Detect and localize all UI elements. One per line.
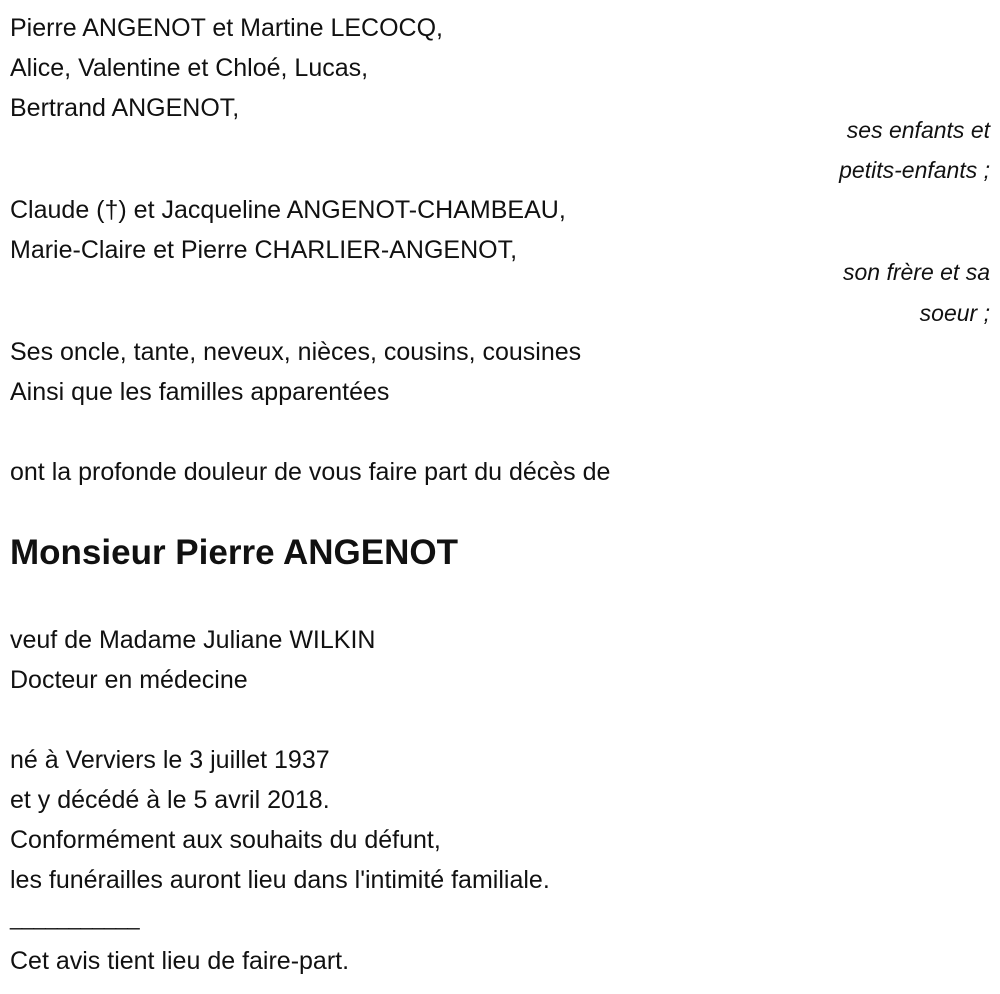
- deceased-name: Monsieur Pierre ANGENOT: [10, 533, 458, 572]
- body-line: Conformément aux souhaits du défunt,: [10, 826, 441, 854]
- footer-note: Cet avis tient lieu de faire-part.: [10, 947, 350, 975]
- family-line: Bertrand ANGENOT,: [10, 94, 240, 122]
- family-line: Alice, Valentine et Chloé, Lucas,: [10, 54, 369, 82]
- siblings-role: soeur ;: [919, 300, 990, 326]
- announcement: ont la profonde douleur de vous faire part du décès de: [10, 458, 611, 486]
- sibling-line: Marie-Claire et Pierre CHARLIER-ANGENOT,: [10, 236, 518, 264]
- sibling-line: Claude (†) et Jacqueline ANGENOT-CHAMBEAU,: [10, 196, 566, 224]
- detail-line: Docteur en médecine: [10, 666, 248, 694]
- family-role: ses enfants et: [846, 117, 990, 143]
- family-role: petits-enfants ;: [839, 157, 990, 183]
- relatives-line: Ainsi que les familles apparentées: [10, 378, 390, 406]
- siblings-role: son frère et sa: [842, 259, 990, 285]
- detail-line: veuf de Madame Juliane WILKIN: [10, 626, 376, 654]
- relatives-line: Ses oncle, tante, neveux, nièces, cousins, cousines: [10, 338, 582, 366]
- body-line: né à Verviers le 3 juillet 1937: [10, 746, 330, 774]
- family-line: Pierre ANGENOT et Martine LECOCQ,: [10, 14, 443, 42]
- separator: ___________: [10, 905, 140, 930]
- body-line: et y décédé à le 5 avril 2018.: [10, 786, 330, 814]
- body-line: les funérailles auront lieu dans l'intimité familiale.: [10, 866, 550, 894]
